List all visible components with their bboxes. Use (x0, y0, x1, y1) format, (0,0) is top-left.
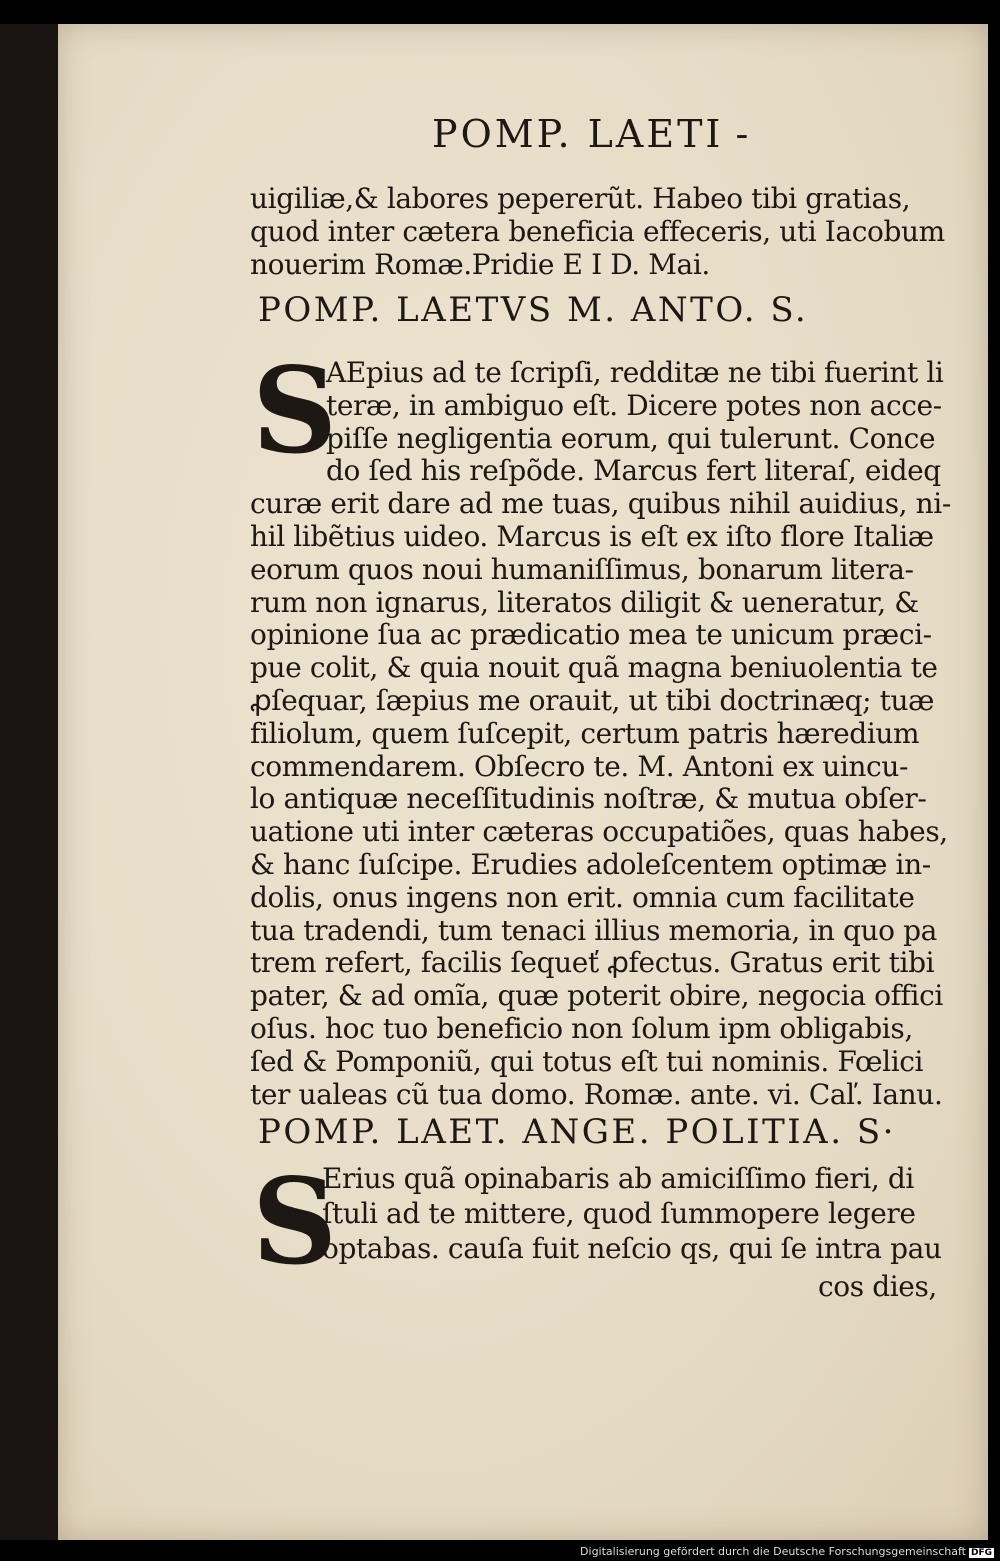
letter-1-text-line: commendarem. Obſecro te. M. Antoni ex uincu- (250, 749, 909, 783)
running-header (432, 112, 751, 156)
letter-1-text-line: hil libẽtius uideo. Marcus is eſt ex iſto flore Italiæ (250, 520, 934, 553)
running-header-text: POMP. LAETI (432, 112, 724, 156)
letter-1-text-line: ſed & Pomponiũ, qui totus eſt tui nominis. Fœlici (250, 1044, 924, 1078)
letter-1-text-line: trem refert, facilis ſequeť ꝓfectus. Gratus erit tibi (250, 946, 935, 980)
letter-1-text-line: eorum quos noui humaniſſimus, bonarum litera- (250, 552, 914, 586)
letter-1-text-line: dolis, onus ingens non erit. omnia cum facilitate (250, 880, 915, 914)
letter-1-heading: POMP. LAETVS M. ANTO. S. (258, 290, 809, 330)
letter-2-text-line: ſtuli ad te mittere, quod ſummopere legere (322, 1197, 916, 1230)
letter-2-heading: POMP. LAET. ANGE. POLITIA. S· (258, 1112, 896, 1152)
letter-1-text-line: filiolum, quem ſuſcepit, certum patris hæredium (250, 716, 920, 750)
top-text-line: uigiliæ,& labores pepererũt. Habeo tibi gratias, (250, 182, 911, 215)
letter-1-text-line: rum non ignarus, literatos diligit & ueneratur, & (250, 585, 919, 619)
letter-1-text-line: teræ, in ambiguo eſt. Dicere potes non acce- (326, 388, 942, 422)
letter-1-text-line: ꝓſequar, ſæpius me orauit, ut tibi doctrinæq; tuæ (250, 684, 935, 717)
footer-credit-text: Digitalisierung gefördert durch die Deutsche Forschungsgemeinschaft (580, 1545, 966, 1558)
letter-1-text-line: curæ erit dare ad me tuas, quibus nihil auidius, ni- (250, 487, 951, 521)
letter-1-text-line: pater, & ad omĩa, quæ poterit obire, negocia offici (250, 979, 943, 1013)
running-header-mark: - (735, 112, 752, 156)
catchword: cos dies, (818, 1270, 937, 1303)
book-spine-shadow (0, 24, 58, 1540)
letter-1-text-line: opinione ſua ac prædicatio mea te unicum præci- (250, 618, 932, 652)
letter-1-text-line: pue colit, & quia nouit quã magna beniuolentia te (250, 651, 938, 685)
letter-1-text-line: tua tradendi, tum tenaci illius memoria, in quo pa (250, 913, 937, 947)
letter-1-text-line: lo antiquæ neceſſitudinis noſtræ, & mutua obſer- (250, 782, 927, 816)
letter-2-initial: S (252, 1152, 338, 1291)
dfg-logo: DFG (970, 1548, 992, 1558)
letter-2-text-line: Erius quã opinabaris ab amiciſſimo fieri, di (322, 1162, 914, 1195)
letter-1-text-line: do ſed his reſpõde. Marcus fert literaſ, eideq (326, 454, 941, 488)
letter-1-text-line: ter ualeas cũ tua domo. Romæ. ante. vi. Caľ. Ianu. (250, 1077, 943, 1111)
letter-1-text-line: oſus. hoc tuo beneficio non ſolum ipm obligabis, (250, 1012, 913, 1045)
letter-1-text-line: & hanc ſuſcipe. Erudies adoleſcentem optimæ in- (250, 848, 931, 881)
top-text-line: nouerim Romæ.Pridie E I D. Mai. (250, 248, 710, 281)
top-text-line: quod inter cætera beneficia effeceris, uti Iacobum (250, 215, 945, 248)
digitization-credit (580, 1545, 994, 1558)
letter-1-text-line: piſſe negligentia eorum, qui tulerunt. Conce (326, 421, 936, 455)
letter-1-text-line: uatione uti inter cæteras occupatiões, quas habes, (250, 815, 948, 849)
letter-2-text-line: optabas. cauſa fuit neſcio qs, qui ſe intra pau (322, 1232, 942, 1265)
letter-1-initial: S (252, 341, 338, 480)
letter-1-text-line: AEpius ad te ſcripſi, redditæ ne tibi fuerint li (326, 356, 944, 389)
